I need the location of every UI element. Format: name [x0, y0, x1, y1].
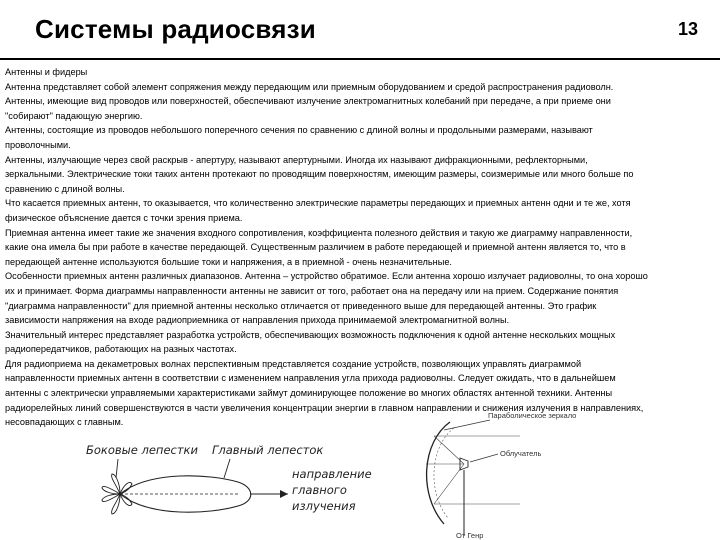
- direction-label-line2: главного: [292, 483, 347, 497]
- feed-leader: [470, 454, 498, 462]
- body-line: несовпадающих с главным.: [5, 417, 124, 428]
- main-lobe-leader: [224, 459, 230, 478]
- body-line: Для радиоприема на декаметровых волнах перспективным представляется создание устройств, позволяющих управлять диаграммой: [5, 358, 582, 369]
- side-lobe-down: [112, 494, 120, 514]
- reflector-figure: [400, 408, 700, 540]
- body-line: радиопередатчиков, работающих на разных частотах.: [5, 344, 237, 355]
- mirror-leader: [444, 420, 490, 430]
- slide-title: Системы радиосвязи: [35, 14, 316, 44]
- body-line: физическое объяснение дается с точки зрения приема.: [5, 212, 243, 223]
- side-lobe-up: [112, 474, 120, 494]
- body-line: Особенности приемных антенн различных диапазонов. Антенна – устройство обратимое. Если антенна хорошо излучает радиоволны, то она хорошо: [5, 271, 648, 282]
- body-line: передающей антенне используются большие токи и напряжения, а в приемной - очень незначительные.: [5, 256, 452, 267]
- body-line: Антенны, излучающие через свой раскрыв - апертуру, называют апертурными. Иногда их называют дифракционными, рефлекторными,: [5, 154, 588, 165]
- ray-3: [434, 464, 464, 504]
- direction-label-line1: направление: [292, 467, 372, 481]
- body-line: Приемная антенна имеет такие же значения входного сопротивления, коэффициента полезного действия и такую же диаграмму направленности,: [5, 227, 633, 238]
- body-line: радиорелейных линий совершенствуются в части увеличения концентрации энергии в главном направлении и снижения излучения в направлениях,: [5, 402, 644, 413]
- body-line: Антенна представляет собой элемент сопряжения между передающим или приемным оборудованием и средой распространения радиоволн.: [5, 81, 614, 92]
- direction-arrowhead: [280, 490, 288, 498]
- body-line: проволочными.: [5, 139, 71, 150]
- body-line: сравнению с длиной волны.: [5, 183, 125, 194]
- source-label: От Генр: [456, 531, 484, 540]
- side-lobe-leader: [116, 459, 118, 478]
- body-line: "собирают" падающую энергию.: [5, 110, 143, 121]
- ray-1: [434, 436, 464, 464]
- body-line: их и принимает. Форма диаграммы направленности антенны не зависит от того, работает она на передачу или на прием. Содержание понятия: [5, 285, 619, 296]
- body-line: какие она имела бы при работе в качестве передающей. Существенным различием в работе передающей и приемной антенн является то, что в: [5, 242, 626, 253]
- dish-inner-edge: [434, 428, 454, 518]
- body-line: Антенны и фидеры: [5, 67, 88, 77]
- body-line: антенны с электрически управляемыми характеристиками займут доминирующее положение во многих областях антенной техники. Антенны: [5, 388, 613, 399]
- radiation-pattern-figure: [80, 432, 380, 540]
- parabolic-dish: [427, 422, 450, 524]
- body-line: "диаграмма направленности" для приемной антенны несколько отличается от приведенного выше для передающей антенны. Это график: [5, 300, 597, 311]
- side-lobes-label: Боковые лепестки: [86, 443, 198, 457]
- body-line: Что касается приемных антенн, то оказывается, что количественно электрические параметры передающих и приемных антенн одни и те же, хотя: [5, 198, 631, 209]
- body-line: Значительный интерес представляет разработка устройств, обеспечивающих возможность подключения к одной антенне нескольких мощных: [5, 329, 616, 340]
- body-line: направленности приемных антенн в соответствии с изменением направления угла прихода радиоволны. Следует ожидать, что в дальнейшем: [5, 373, 616, 384]
- body-line: зеркальными. Электрические токи таких антенн протекают по проводящим поверхностям, имеющим размеры, соизмеримые или много больше по: [5, 169, 634, 180]
- main-lobe-label: Главный лепесток: [212, 443, 324, 457]
- body-line: Антенны, состоящие из проводов небольшого поперечного сечения по сравнению с длиной волны и продольными размерами, называют: [5, 125, 593, 136]
- title-rule: [0, 58, 720, 60]
- direction-label-line3: излучения: [292, 499, 356, 513]
- page-number: 13: [678, 19, 699, 39]
- feed-label: Облучатель: [500, 449, 542, 458]
- body-line: зависимости напряжения на входе радиоприемника от направления прихода принимаемой электромагнитной волны.: [5, 315, 510, 326]
- mirror-label: Параболическое зеркало: [488, 411, 577, 420]
- body-line: Антенны, имеющие вид проводов или поверхностей, обеспечивают излучение электромагнитных колебаний при передаче, а при приеме они: [5, 96, 611, 107]
- body-text: [5, 65, 717, 430]
